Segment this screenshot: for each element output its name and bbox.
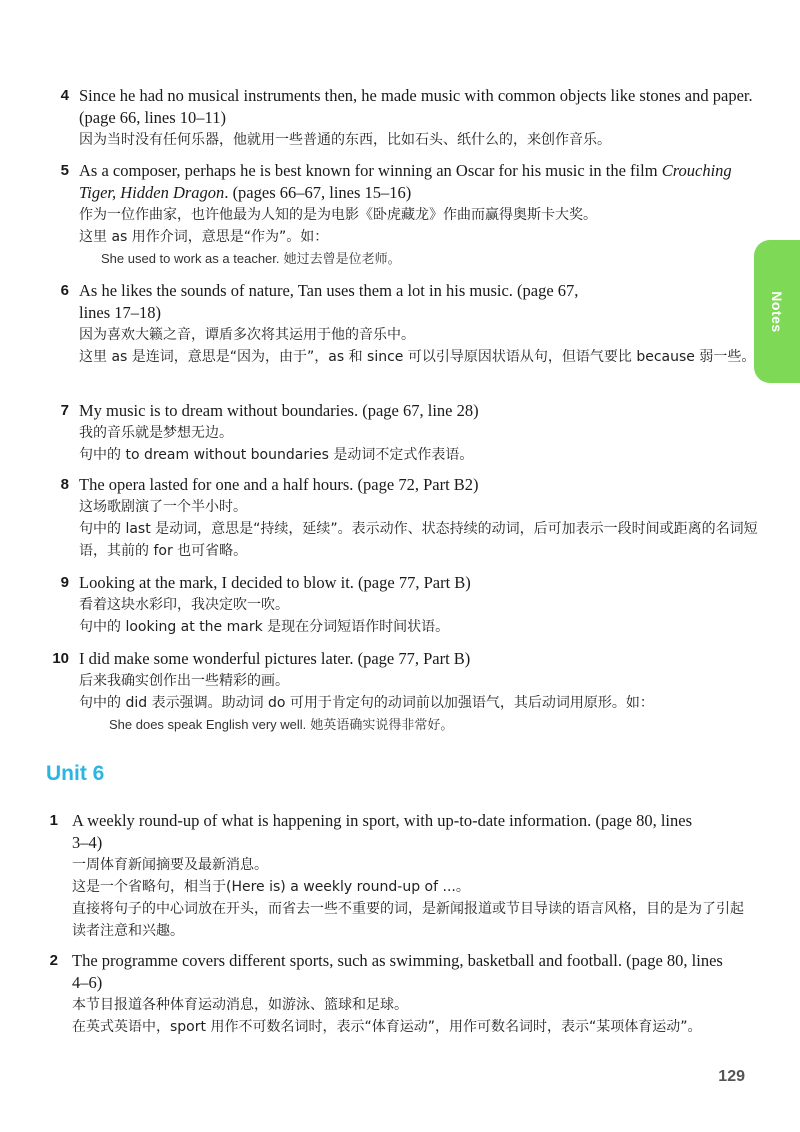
example-chinese: 她英语确实说得非常好。 [310, 718, 454, 733]
note-chinese: 这里 as 是连词，意思是“因为，由于”，as 和 since 可以引导原因状语从句，但语气要比 because 弱一些。 [79, 349, 756, 365]
note-number: 1 [49, 812, 58, 829]
note-number: 9 [60, 574, 69, 591]
note-english: Since he had no musical instruments then, he made music with common objects like stones and paper. (page 66, lines 10–11) [79, 86, 753, 127]
note-item-10 [52, 648, 759, 736]
note-english: I did make some wonderful pictures later. (page 77, Part B) [79, 649, 471, 668]
note-chinese: 句中的 last 是动词，意思是“持续，延续”。表示动作、状态持续的动词，后可加表示一段时间或距离的名词短语，其前的 for 也可省略。 [79, 521, 758, 559]
note-chinese: 看着这块水彩印，我决定吹一吹。 [79, 597, 289, 613]
film-title: Crouching Tiger, Hidden Dragon [79, 161, 732, 202]
note-number: 2 [49, 952, 58, 969]
note-chinese: 本节目报道各种体育运动消息，如游泳、篮球和足球。 [72, 997, 408, 1013]
unit-note-item-2 [49, 950, 757, 1038]
example-sentence [79, 714, 759, 736]
note-item-9 [60, 572, 759, 638]
note-number: 8 [60, 476, 69, 493]
note-chinese: 句中的 to dream without boundaries 是动词不定式作表语。 [79, 447, 474, 463]
note-chinese: 我的音乐就是梦想无边。 [79, 425, 233, 441]
note-number: 7 [60, 402, 69, 419]
note-english-part: . (pages 66–67, lines 15–16) [224, 183, 412, 202]
note-english [79, 160, 759, 204]
note-chinese: 后来我确实创作出一些精彩的画。 [79, 673, 289, 689]
note-chinese: 因为当时没有任何乐器，他就用一些普通的东西，比如石头、纸什么的，来创作音乐。 [79, 132, 611, 148]
note-english: My music is to dream without boundaries. (page 67, line 28) [79, 401, 479, 420]
note-item-7 [60, 400, 759, 466]
note-number: 6 [60, 282, 69, 299]
note-english: As he likes the sounds of nature, Tan uses them a lot in his music. (page 67, lines 17–18) [79, 281, 579, 322]
note-chinese: 在英式英语中，sport 用作不可数名词时，表示“体育运动”，用作可数名词时，表示“某项体育运动”。 [72, 1019, 702, 1035]
note-english: A weekly round-up of what is happening in sport, with up-to-date information. (page 80, lines 3–4) [72, 811, 692, 852]
unit-heading: Unit 6 [46, 762, 105, 785]
note-chinese: 这里 as 用作介词，意思是“作为”。如： [79, 229, 329, 245]
note-chinese: 一周体育新闻摘要及最新消息。 [72, 857, 268, 873]
page-number: 129 [718, 1068, 745, 1085]
note-chinese: 因为喜欢大籁之音，谭盾多次将其运用于他的音乐中。 [79, 327, 415, 343]
unit-note-item-1 [49, 810, 757, 942]
note-english: Looking at the mark, I decided to blow it. (page 77, Part B) [79, 573, 471, 592]
note-chinese: 句中的 looking at the mark 是现在分词短语作时间状语。 [79, 619, 450, 635]
note-item-6 [60, 280, 759, 368]
example-sentence [79, 248, 759, 270]
example-chinese: 她过去曾是位老师。 [283, 252, 401, 267]
note-item-5 [60, 160, 759, 270]
notes-tab-label: Notes [769, 290, 785, 333]
note-english-part: As a composer, perhaps he is best known for winning an Oscar for his music in the film [79, 161, 662, 180]
note-number: 10 [52, 650, 69, 667]
note-item-8 [60, 474, 759, 562]
note-chinese: 这场歌剧演了一个半小时。 [79, 499, 247, 515]
notes-side-tab [754, 240, 800, 383]
note-chinese: 直接将句子的中心词放在开头，而省去一些不重要的词，是新闻报道或节目导读的语言风格，目的是为了引起读者注意和兴趣。 [72, 901, 744, 939]
example-english: She does speak English very well. [109, 717, 307, 732]
note-chinese: 作为一位作曲家，也许他最为人知的是为电影《卧虎藏龙》作曲而赢得奥斯卡大奖。 [79, 207, 597, 223]
note-item-4 [60, 85, 759, 151]
note-english: The programme covers different sports, such as swimming, basketball and football. (page 80, lines 4–6) [72, 951, 723, 992]
note-chinese: 句中的 did 表示强调。助动词 do 可用于肯定句的动词前以加强语气，其后动词用原形。如： [79, 695, 654, 711]
note-english: The opera lasted for one and a half hours. (page 72, Part B2) [79, 475, 479, 494]
note-number: 4 [60, 87, 69, 104]
example-english: She used to work as a teacher. [101, 251, 280, 266]
note-chinese: 这是一个省略句，相当于(Here is) a weekly round-up of ...。 [72, 879, 470, 895]
note-number: 5 [60, 162, 69, 179]
